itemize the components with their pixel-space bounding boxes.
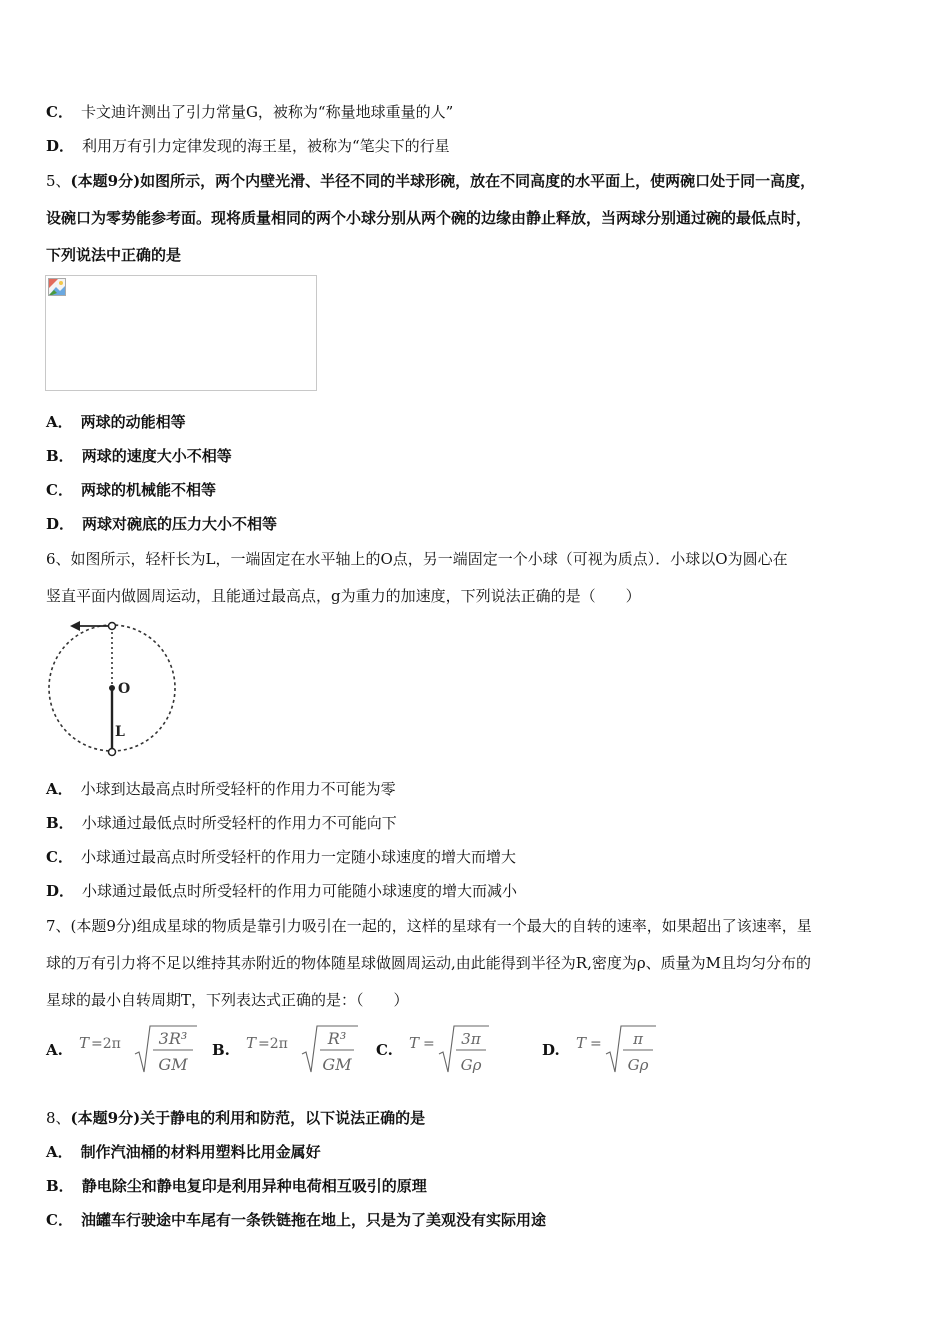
option-letter: B. bbox=[212, 1041, 230, 1059]
q5-stem-line-2: 设碗口为零势能参考面。现将质量相同的两个小球分别从两个碗的边缘由静止释放，当两球分别通过碗的最低点时， bbox=[46, 209, 812, 227]
formula-d bbox=[576, 1022, 656, 1078]
q5-stem-line-1 bbox=[46, 171, 815, 191]
formula-denominator: Gρ bbox=[460, 1056, 482, 1074]
formula-numerator: 3π bbox=[461, 1030, 481, 1048]
q4-option-c bbox=[46, 102, 453, 122]
option-letter: C. bbox=[376, 1041, 393, 1059]
formula-coef: = bbox=[422, 1036, 435, 1052]
ball-top bbox=[109, 623, 116, 630]
q7-stem-line-2: 球的万有引力将不足以维持其赤附近的物体随星球做圆周运动,由此能得到半径为R,密度为ρ、质量为M且均匀分布的 bbox=[46, 954, 812, 972]
option-text: 卡文迪许测出了引力常量G，被称为“称量地球重量的人” bbox=[80, 103, 454, 121]
option-letter: B． bbox=[46, 447, 74, 465]
formula-lhs: T bbox=[408, 1034, 419, 1052]
q6-option-b bbox=[46, 813, 397, 833]
q6-stem-line-1 bbox=[46, 549, 788, 569]
q6-option-d bbox=[46, 881, 517, 901]
formula-denominator: GM bbox=[322, 1055, 352, 1074]
option-letter: A． bbox=[46, 1143, 73, 1161]
q6-option-a bbox=[46, 779, 396, 799]
q8-stem-line-1 bbox=[46, 1108, 425, 1128]
question-number: 7、 bbox=[46, 917, 71, 935]
formula-lhs: T bbox=[575, 1034, 586, 1052]
option-text: 小球到达最高点时所受轻杆的作用力不可能为零 bbox=[80, 780, 396, 798]
option-text: 制作汽油桶的材料用塑料比用金属好 bbox=[80, 1143, 321, 1161]
formula-numerator: R³ bbox=[327, 1029, 347, 1048]
option-letter: B． bbox=[46, 814, 74, 832]
q7-formula-options bbox=[46, 1020, 926, 1080]
formula-denominator: GM bbox=[158, 1055, 188, 1074]
q6-stem-line-2: 竖直平面内做圆周运动，且能通过最高点，g为重力的加速度，下列说法正确的是（ ） bbox=[46, 587, 641, 605]
q7-stem-line-1 bbox=[46, 916, 812, 936]
rod-label: L bbox=[115, 724, 125, 740]
q5-option-a bbox=[46, 412, 186, 432]
formula-coef: =2π bbox=[257, 1036, 288, 1052]
option-letter: C． bbox=[46, 848, 73, 866]
formula-coef: = bbox=[589, 1036, 602, 1052]
broken-image-icon bbox=[48, 278, 66, 296]
question-text: (本题9分)关于静电的利用和防范，以下说法正确的是 bbox=[70, 1109, 426, 1127]
q4-option-d bbox=[46, 136, 450, 156]
option-letter: C． bbox=[46, 1211, 73, 1229]
arrow-head-icon bbox=[70, 621, 80, 631]
q7-stem-line-3: 星球的最小自转周期T，下列表达式正确的是：（ ） bbox=[46, 991, 409, 1009]
q7-option-b bbox=[212, 1020, 358, 1080]
center-label: O bbox=[118, 681, 131, 697]
question-text: (本题9分)如图所示，两个内壁光滑、半径不同的半球形碗，放在不同高度的水平面上，使两碗口处于同一高度， bbox=[70, 172, 816, 190]
option-text: 两球的速度大小不相等 bbox=[81, 447, 232, 465]
option-letter: D． bbox=[46, 882, 75, 900]
q7-option-a bbox=[46, 1020, 197, 1080]
q8-option-a bbox=[46, 1142, 321, 1162]
option-letter: D． bbox=[46, 137, 75, 155]
option-text: 两球的机械能不相等 bbox=[80, 481, 216, 499]
q5-option-d bbox=[46, 514, 277, 534]
question-number: 5、 bbox=[46, 172, 71, 190]
q5-option-b bbox=[46, 446, 232, 466]
formula-denominator: Gρ bbox=[627, 1056, 649, 1074]
option-letter: A. bbox=[46, 1041, 63, 1059]
ball-bottom bbox=[109, 749, 116, 756]
option-letter: D． bbox=[46, 515, 75, 533]
option-letter: A． bbox=[46, 413, 73, 431]
option-text: 两球对碗底的压力大小不相等 bbox=[82, 515, 278, 533]
q5-stem-line-3: 下列说法中正确的是 bbox=[46, 246, 182, 264]
formula-c bbox=[409, 1022, 489, 1078]
formula-lhs: T bbox=[245, 1034, 256, 1052]
option-letter: C． bbox=[46, 481, 73, 499]
question-number: 8、 bbox=[46, 1109, 71, 1127]
q6-option-c bbox=[46, 847, 516, 867]
option-letter: A． bbox=[46, 780, 73, 798]
option-text: 小球通过最低点时所受轻杆的作用力可能随小球速度的增大而减小 bbox=[82, 882, 518, 900]
question-number: 6、 bbox=[46, 550, 71, 568]
q8-option-c bbox=[46, 1210, 546, 1230]
option-text: 利用万有引力定律发现的海王星，被称为“笔尖下的行星 bbox=[82, 137, 450, 155]
formula-numerator: 3R³ bbox=[158, 1029, 188, 1048]
circular-motion-diagram bbox=[44, 615, 184, 765]
q7-option-d bbox=[542, 1020, 656, 1080]
broken-image-placeholder bbox=[45, 275, 317, 391]
q7-option-c bbox=[376, 1020, 489, 1080]
question-text: 如图所示，轻杆长为L，一端固定在水平轴上的O点，另一端固定一个小球（可视为质点）．小球以O为圆心在 bbox=[70, 550, 788, 568]
formula-b bbox=[246, 1022, 358, 1078]
option-text: 两球的动能相等 bbox=[80, 413, 186, 431]
q5-option-c bbox=[46, 480, 216, 500]
question-text: (本题9分)组成星球的物质是靠引力吸引在一起的，这样的星球有一个最大的自转的速率，如果超出了该速率，星 bbox=[70, 917, 812, 935]
option-text: 油罐车行驶途中车尾有一条铁链拖在地上，只是为了美观没有实际用途 bbox=[80, 1211, 546, 1229]
formula-numerator: π bbox=[632, 1030, 643, 1048]
option-text: 小球通过最高点时所受轻杆的作用力一定随小球速度的增大而增大 bbox=[80, 848, 516, 866]
formula-a bbox=[79, 1022, 197, 1078]
option-text: 小球通过最低点时所受轻杆的作用力不可能向下 bbox=[81, 814, 397, 832]
q8-option-b bbox=[46, 1176, 427, 1196]
formula-lhs: T bbox=[78, 1034, 89, 1052]
option-letter: C． bbox=[46, 103, 73, 121]
option-letter: D. bbox=[542, 1041, 560, 1059]
option-letter: B． bbox=[46, 1177, 74, 1195]
formula-coef: =2π bbox=[90, 1036, 121, 1052]
pivot-point bbox=[109, 685, 115, 691]
option-text: 静电除尘和静电复印是利用异种电荷相互吸引的原理 bbox=[81, 1177, 427, 1195]
